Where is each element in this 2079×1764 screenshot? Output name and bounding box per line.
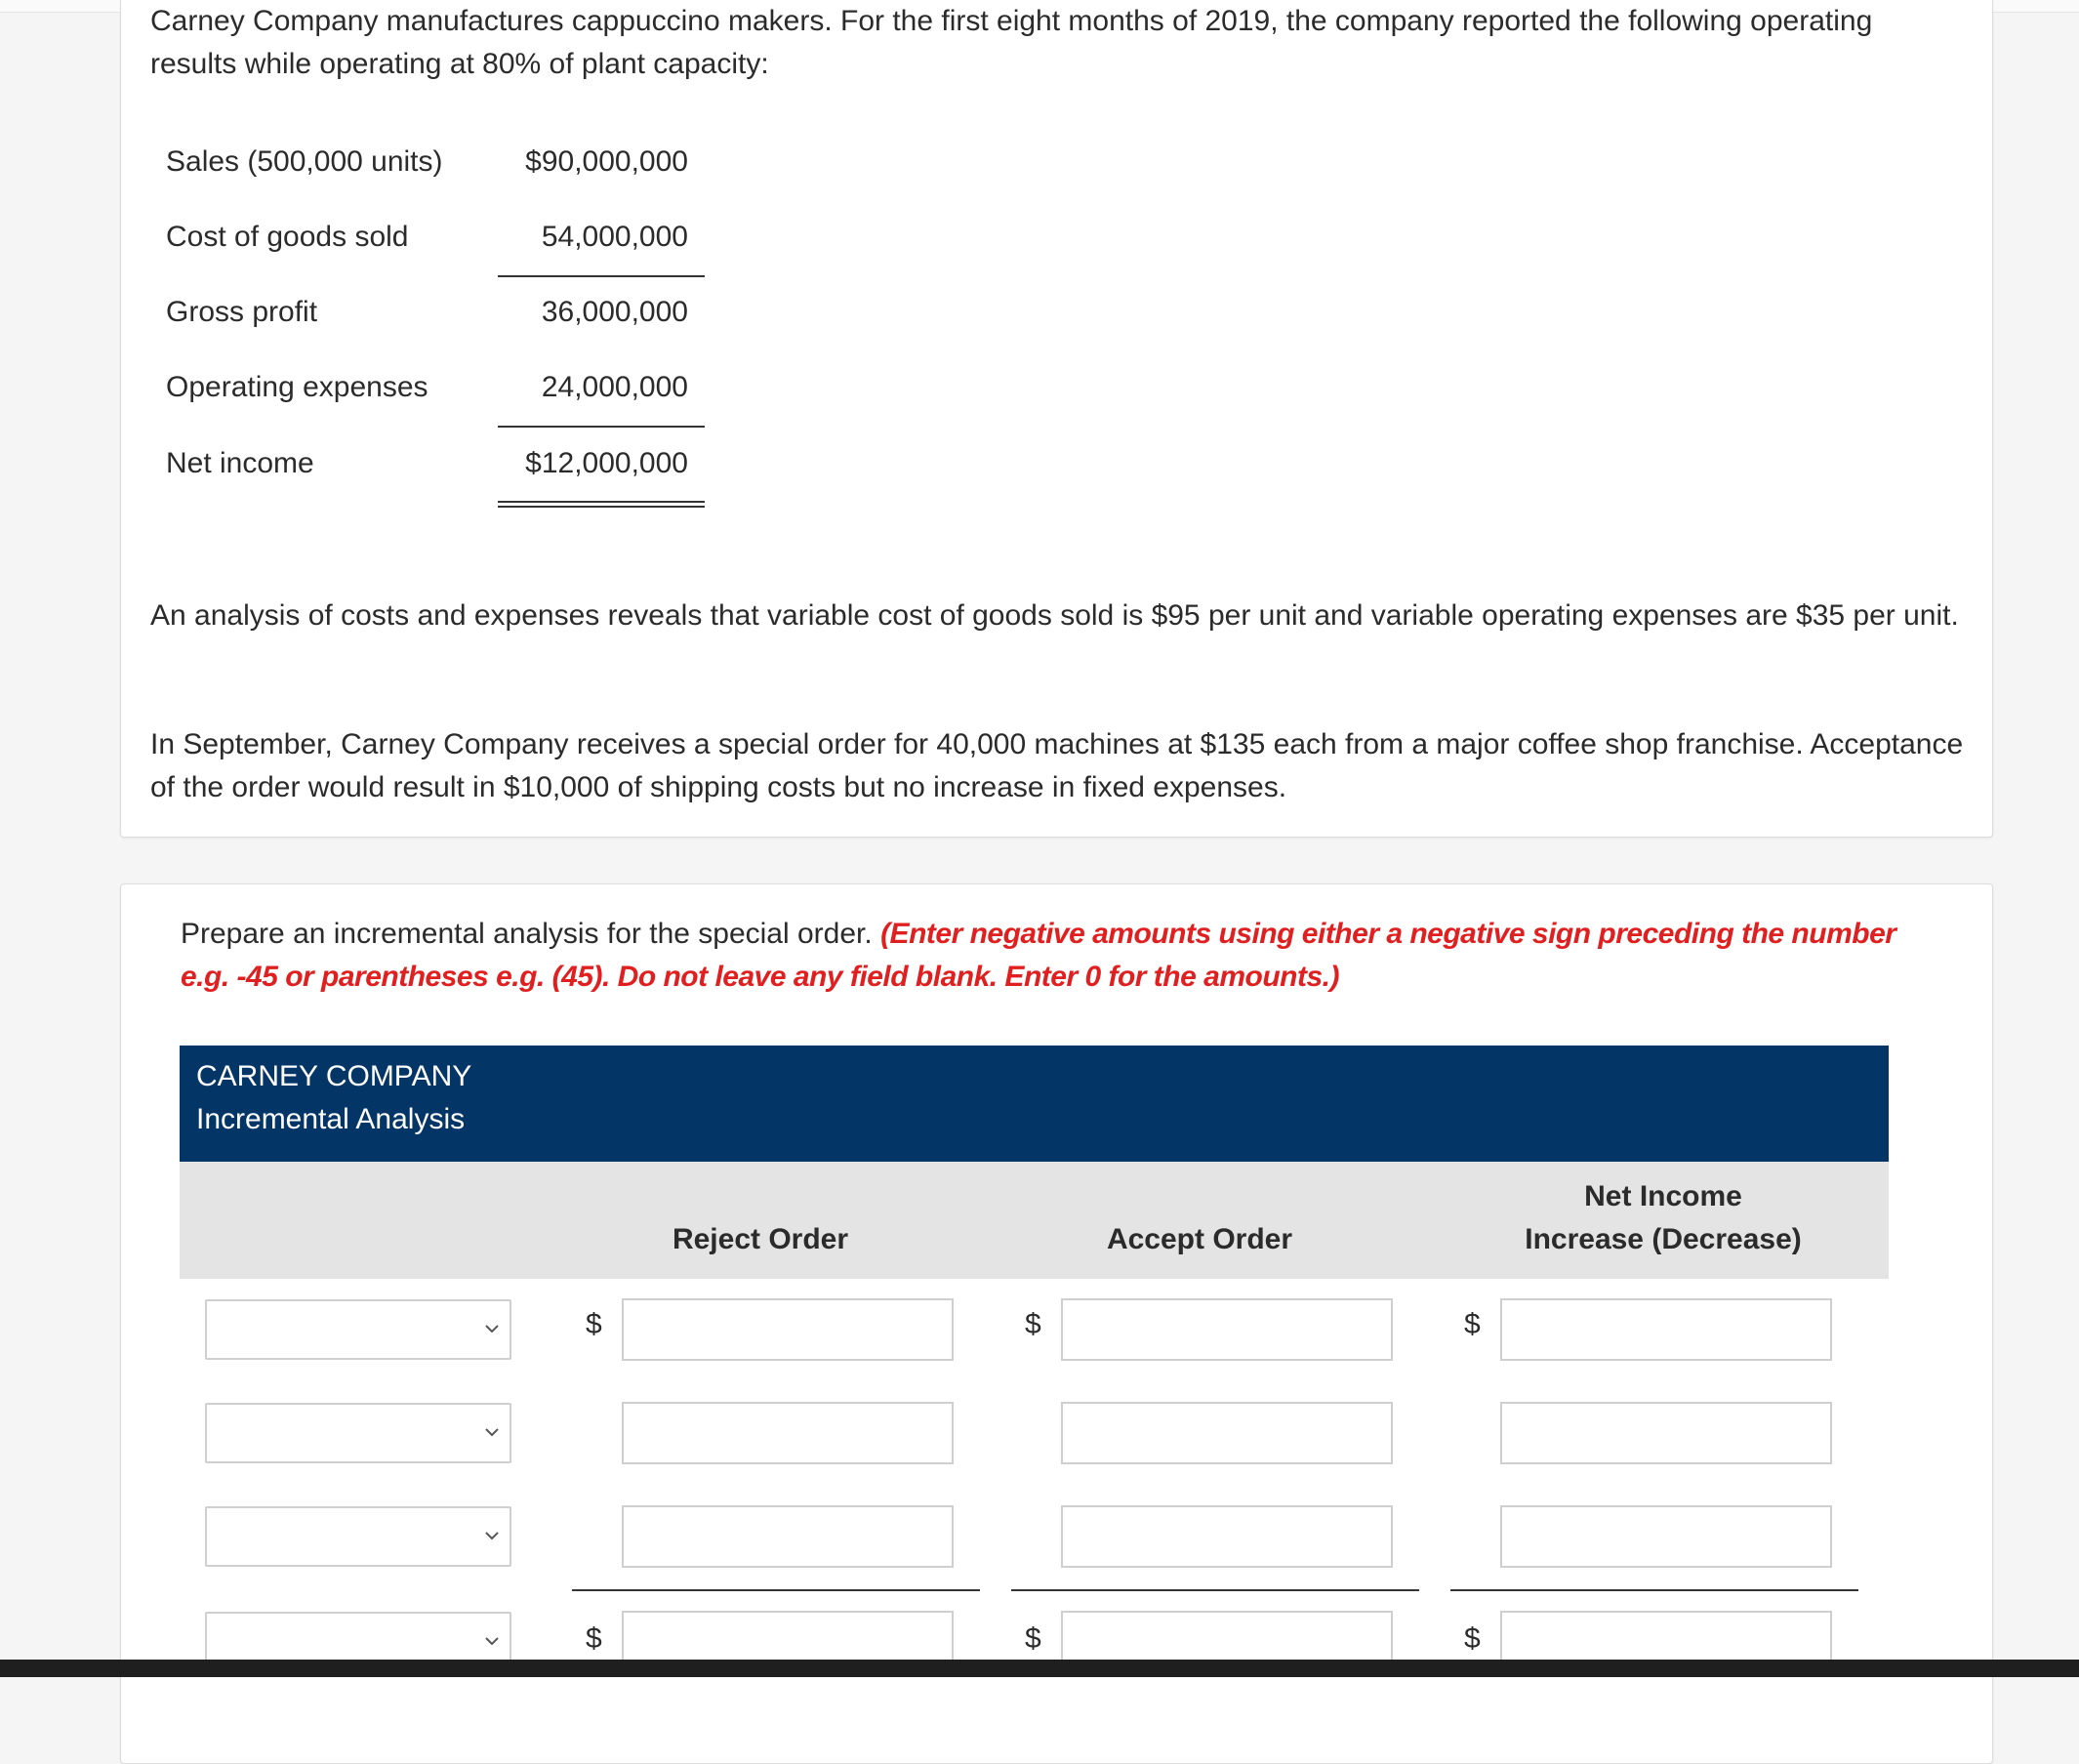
currency-sign: $ — [1025, 1622, 1041, 1655]
reject-order-input[interactable] — [622, 1505, 954, 1568]
reject-order-input[interactable] — [622, 1298, 954, 1361]
cost-analysis-text: An analysis of costs and expenses reveals that variable cost of goods sold is $95 per unit and variable operating expenses are $35 per unit. — [150, 599, 1959, 632]
table-title-bar — [180, 1046, 1889, 1162]
chevron-down-icon — [482, 1526, 502, 1545]
statement-value: 24,000,000 — [541, 371, 688, 403]
sum-rule-reject — [572, 1589, 980, 1591]
item-select[interactable] — [205, 1403, 511, 1463]
instruction-note: (Enter negative amounts using either a negative sign preceding the number e.g. -45 or parentheses e.g. (45). Do not leave any field blank. Enter 0 for the amounts.) — [181, 918, 1896, 993]
statement-label: Cost of goods sold — [166, 221, 409, 253]
bottom-bar — [0, 1660, 2079, 1677]
col-reject-order: Reject Order — [672, 1223, 849, 1255]
column-header-row — [180, 1162, 1889, 1279]
statement-row — [166, 371, 752, 410]
sum-rule-accept — [1011, 1589, 1419, 1591]
statement-label: Gross profit — [166, 296, 318, 328]
net-income-input[interactable] — [1500, 1402, 1832, 1464]
net-income-input[interactable] — [1500, 1298, 1832, 1361]
reject-order-input[interactable] — [622, 1402, 954, 1464]
currency-sign: $ — [1464, 1308, 1481, 1340]
chevron-down-icon — [482, 1319, 502, 1338]
statement-label: Operating expenses — [166, 371, 428, 403]
statement-value: 54,000,000 — [541, 221, 688, 253]
problem-intro: Carney Company manufactures cappuccino makers. For the first eight months of 2019, the company reported the following operating results while operating at 80% of plant capacity: — [150, 5, 1873, 80]
subtotal-rule — [498, 275, 705, 277]
statement-row — [166, 296, 752, 335]
task-instruction — [181, 913, 1937, 999]
item-select[interactable] — [205, 1506, 511, 1567]
statement-label: Net income — [166, 447, 314, 479]
col-accept-order: Accept Order — [1106, 1223, 1293, 1255]
statement-label: Sales (500,000 units) — [166, 145, 443, 178]
statement-row — [166, 221, 752, 260]
statement-value: 36,000,000 — [541, 296, 688, 328]
currency-sign: $ — [1025, 1308, 1041, 1340]
sum-rule-net — [1450, 1589, 1858, 1591]
chevron-down-icon — [482, 1422, 502, 1442]
special-order-text: In September, Carney Company receives a special order for 40,000 machines at $135 each from a major coffee shop franchise. Acceptance of the order would result in $10,000 of shipping costs but no increase in fixed expenses. — [150, 728, 1964, 803]
currency-sign: $ — [1464, 1622, 1481, 1655]
company-name: CARNEY COMPANY — [196, 1060, 472, 1092]
currency-sign: $ — [586, 1622, 602, 1655]
statement-row — [166, 145, 752, 185]
total-double-rule — [498, 501, 705, 508]
item-select[interactable] — [205, 1299, 511, 1360]
accept-order-input[interactable] — [1061, 1402, 1393, 1464]
statement-value: $90,000,000 — [525, 145, 688, 178]
problem-panel — [120, 0, 1993, 838]
instruction-text: Prepare an incremental analysis for the special order. — [181, 918, 873, 950]
accept-order-input[interactable] — [1061, 1505, 1393, 1568]
statement-row — [166, 447, 752, 486]
accept-order-input[interactable] — [1061, 1298, 1393, 1361]
subtotal-rule — [498, 426, 705, 428]
col-net-income-sub: Increase (Decrease) — [1525, 1223, 1802, 1255]
statement-value: $12,000,000 — [525, 447, 688, 479]
currency-sign: $ — [586, 1308, 602, 1340]
col-net-income: Net Income — [1584, 1180, 1742, 1212]
table-subtitle: Incremental Analysis — [196, 1103, 466, 1135]
net-income-input[interactable] — [1500, 1505, 1832, 1568]
chevron-down-icon — [482, 1631, 502, 1651]
